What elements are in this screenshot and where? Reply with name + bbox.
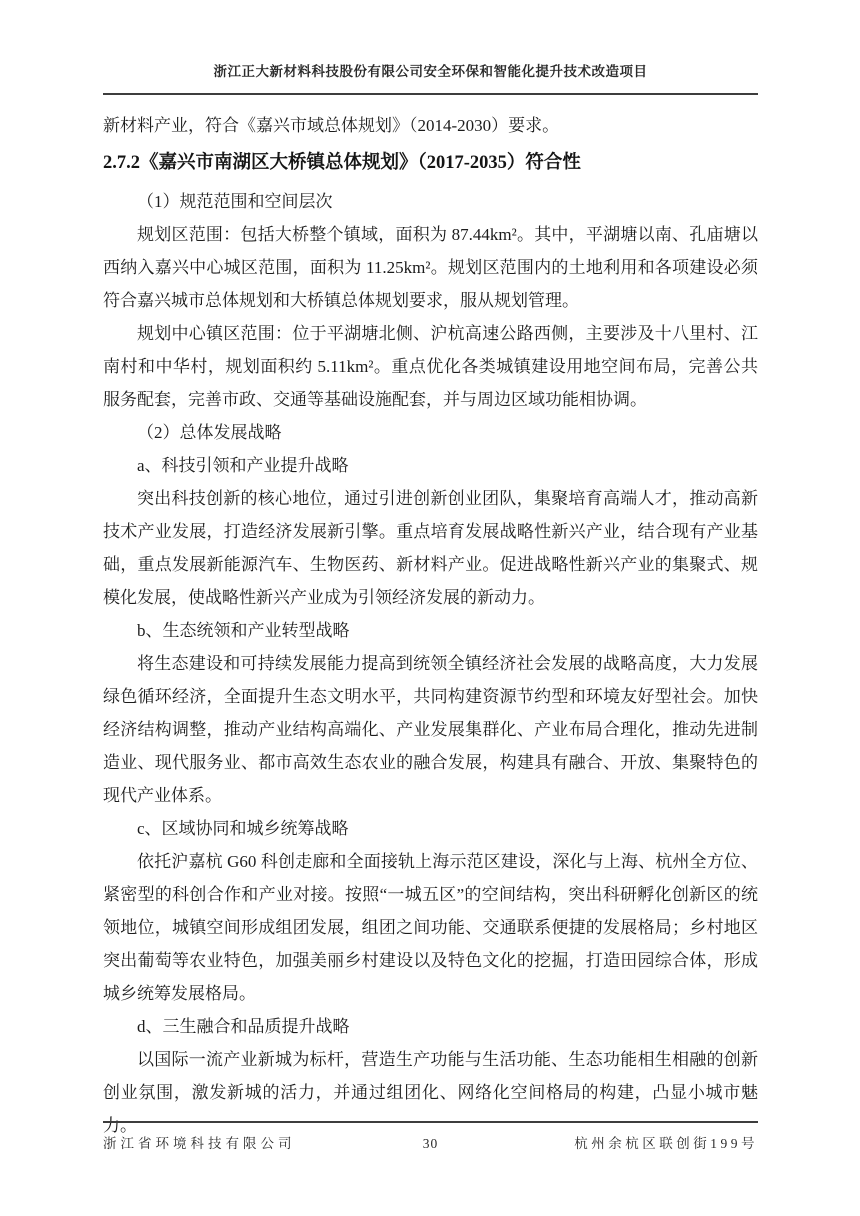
paragraph: 突出科技创新的核心地位，通过引进创新创业团队，集聚培育高端人才，推动高新技术产业发展，打造经济发展新引擎。重点培育发展战略性新兴产业，结合现有产业基础，重点发展新能源汽车、生物医药、新材料产业。促进战略性新兴产业的集聚式、规模化发展，使战略性新兴产业成为引领经济发展的新动力。 bbox=[103, 489, 758, 607]
subheading: a、科技引领和产业提升战略 bbox=[137, 456, 349, 475]
intro-paragraph: 新材料产业，符合《嘉兴市域总体规划》（2014-2030）要求。 bbox=[103, 116, 560, 135]
subheading: b、生态统领和产业转型战略 bbox=[137, 621, 350, 640]
subheading: （2）总体发展战略 bbox=[137, 423, 282, 442]
page-header bbox=[103, 62, 758, 95]
subheading: （1）规范范围和空间层次 bbox=[137, 192, 333, 211]
section-heading: 2.7.2《嘉兴市南湖区大桥镇总体规划》（2017-2035）符合性 bbox=[103, 153, 581, 173]
content-blocks bbox=[103, 185, 758, 1142]
header-title: 浙江正大新材料科技股份有限公司安全环保和智能化提升技术改造项目 bbox=[213, 64, 648, 79]
page-content bbox=[103, 109, 758, 1142]
page-footer bbox=[103, 1121, 758, 1152]
paragraph: 规划区范围：包括大桥整个镇域，面积为 87.44km²。其中，平湖塘以南、孔庙塘以西纳入嘉兴中心城区范围，面积为 11.25km²。规划区范围内的土地利用和各项建设必须符合嘉兴城市总体规划和大桥镇总体规划要求，服从规划管理。 bbox=[103, 225, 758, 310]
footer-page-number: 30 bbox=[422, 1136, 439, 1151]
subheading: c、区域协同和城乡统筹战略 bbox=[137, 819, 349, 838]
footer-company: 浙江省环境科技有限公司 bbox=[103, 1136, 296, 1151]
paragraph: 将生态建设和可持续发展能力提高到统领全镇经济社会发展的战略高度，大力发展绿色循环经济，全面提升生态文明水平，共同构建资源节约型和环境友好型社会。加快经济结构调整，推动产业结构高端化、产业发展集群化、产业布局合理化，推动先进制造业、现代服务业、都市高效生态农业的融合发展，构建具有融合、开放、集聚特色的现代产业体系。 bbox=[103, 654, 758, 805]
subheading: d、三生融合和品质提升战略 bbox=[137, 1017, 350, 1036]
paragraph: 以国际一流产业新城为标杆，营造生产功能与生活功能、生态功能相生相融的创新创业氛围，激发新城的活力，并通过组团化、网络化空间格局的构建，凸显小城市魅力。 bbox=[103, 1050, 758, 1135]
paragraph: 规划中心镇区范围：位于平湖塘北侧、沪杭高速公路西侧，主要涉及十八里村、江南村和中华村，规划面积约 5.11km²。重点优化各类城镇建设用地空间布局，完善公共服务配套，完善市政、交通等基础设施配套，并与周边区域功能相协调。 bbox=[103, 324, 758, 409]
footer-address: 杭州余杭区联创街199号 bbox=[574, 1136, 758, 1151]
paragraph: 依托沪嘉杭 G60 科创走廊和全面接轨上海示范区建设，深化与上海、杭州全方位、紧密型的科创合作和产业对接。按照“一城五区”的空间结构，突出科研孵化创新区的统领地位，城镇空间形成组团发展，组团之间功能、交通联系便捷的发展格局；乡村地区突出葡萄等农业特色，加强美丽乡村建设以及特色文化的挖掘，打造田园综合体，形成城乡统筹发展格局。 bbox=[103, 852, 758, 1003]
